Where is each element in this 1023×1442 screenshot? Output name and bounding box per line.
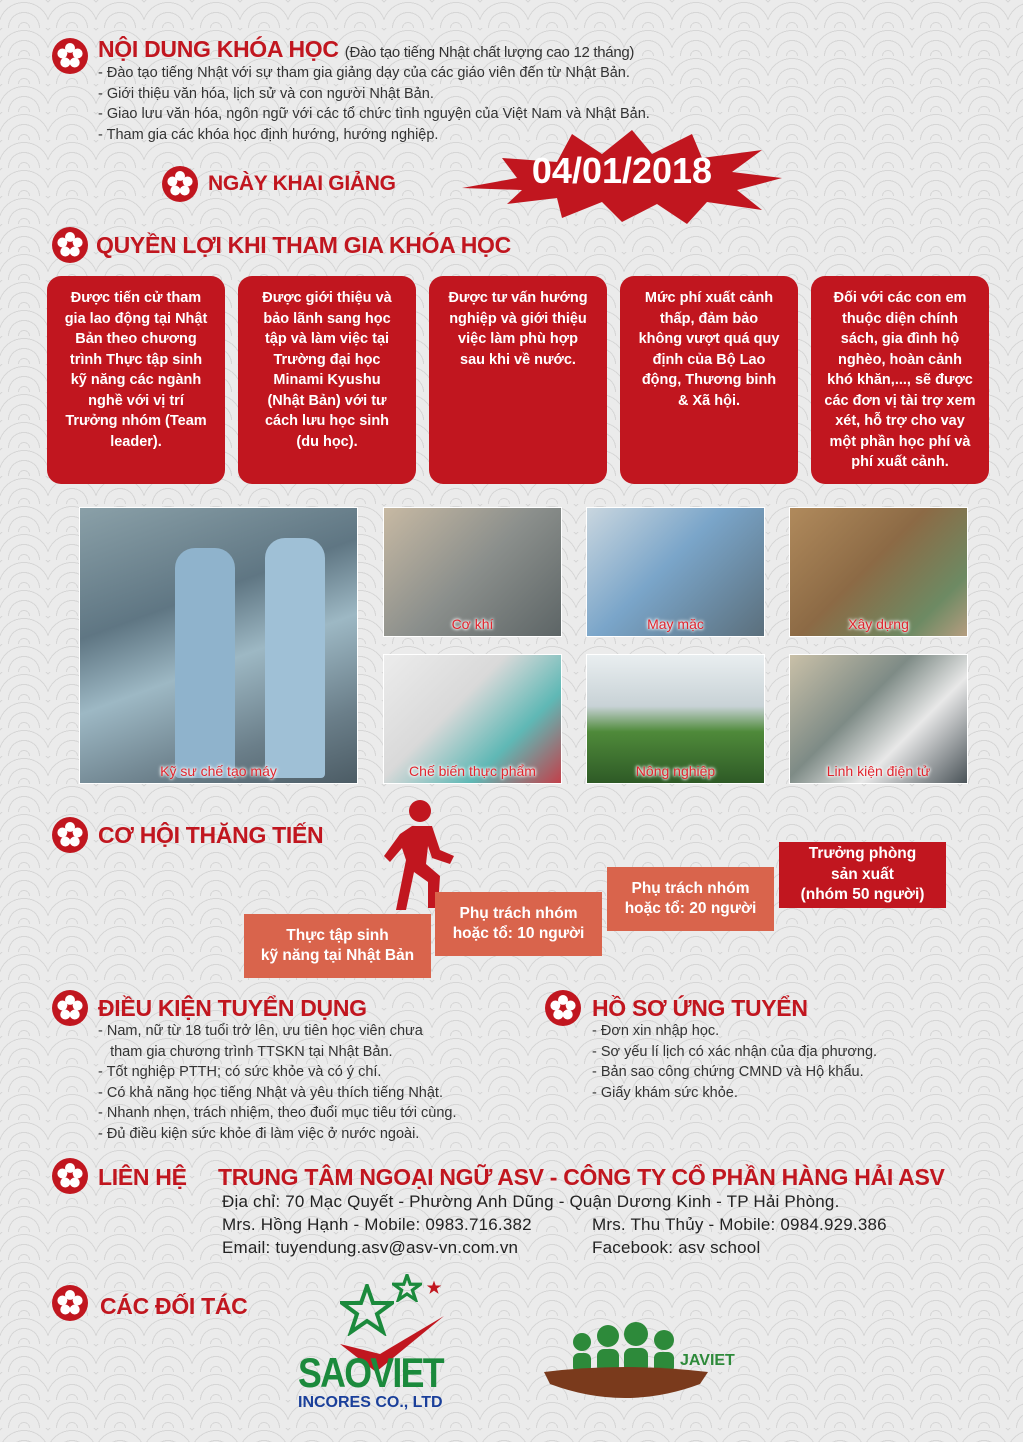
list-item: tham gia chương trình TTSKN tại Nhật Bản. [98,1043,393,1060]
requirements-title: ĐIỀU KIỆN TUYỂN DỤNG [98,995,367,1021]
benefit-card: Được tiến cử tham gia lao động tại Nhật Bản theo chương trình Thực tập sinh kỹ năng các ngành nghề với vị trí Trưởng nhóm (Team leader). [47,276,225,484]
star-icon [392,1274,422,1302]
photo-construction [789,507,968,637]
photo-caption: Xây dựng [848,616,909,632]
opening-date: 04/01/2018 [531,150,713,191]
saoviet-logo [296,1270,466,1420]
flower-icon [52,990,88,1026]
photo-agriculture [586,654,765,784]
contact-facebook[interactable]: Facebook: asv school [592,1238,761,1257]
flower-icon [52,227,88,263]
list-item: - Có khả năng học tiếng Nhật và yêu thích tiếng Nhật. [98,1084,443,1101]
photo-food-processing [383,654,562,784]
flower-icon [52,1158,88,1194]
benefit-card: Được giới thiệu và bảo lãnh sang học tập và làm việc tại Trường đại học Minami Kyushu (Nhật Bản) với tư cách lưu học sinh (du học). [238,276,416,484]
list-item: - Sơ yếu lí lịch có xác nhận của địa phương. [592,1043,878,1060]
benefit-card: Đối với các con em thuộc diện chính sách, gia đình hộ nghèo, hoàn cảnh khó khăn,..., sẽ được các đơn vị tài trợ xem xét, hỗ trợ cho vay một phần học phí và phí xuất cảnh. [811,276,989,484]
benefits-title: QUYỀN LỢI KHI THAM GIA KHÓA HỌC [96,232,511,258]
photo-machine-engineer [79,507,358,784]
documents-title: HỒ SƠ ỨNG TUYỂN [592,995,808,1021]
list-item: - Bản sao công chứng CMND và Hộ khẩu. [592,1064,864,1080]
contact-address: Địa chỉ: 70 Mạc Quyết - Phường Anh Dũng - Quận Dương Kinh - TP Hải Phòng. [222,1192,840,1211]
list-item: - Giới thiệu văn hóa, lịch sử và con người Nhật Bản. [98,85,434,102]
course-subtitle: (Đào tạo tiếng Nhật chất lượng cao 12 tháng) [344,44,635,61]
benefit-card: Được tư vấn hướng nghiệp và giới thiệu việc làm phù hợp sau khi về nước. [429,276,607,484]
flower-icon [52,817,88,853]
benefit-card: Mức phí xuất cảnh thấp, đảm bảo không vượt quá quy định của Bộ Lao động, Thương binh & Xã hội. [620,276,798,484]
career-step-1: Thực tập sinh kỹ năng tại Nhật Bản [244,914,431,978]
photo-caption: May mặc [647,616,704,632]
requirements-list [98,1021,457,1144]
photo-caption: Chế biến thực phẩm [409,763,536,779]
list-item: - Giao lưu văn hóa, ngôn ngữ với các tổ chức tình nguyện của Việt Nam và Nhật Bản. [98,106,650,122]
documents-list [592,1021,877,1103]
photo-caption: Nông nghiệp [635,763,716,779]
saoviet-sub: INCORES CO., LTD [298,1394,443,1411]
career-step-2: Phụ trách nhóm hoặc tổ: 10 người [435,892,602,956]
photo-electronics [789,654,968,784]
course-title-text: NỘI DUNG KHÓA HỌC [98,36,339,62]
course-title [98,36,634,63]
list-item: - Giấy khám sức khỏe. [592,1084,738,1101]
photo-garment [586,507,765,637]
list-item: - Tốt nghiệp PTTH; có sức khỏe và có ý chí. [98,1064,382,1080]
list-item: - Nhanh nhẹn, trách nhiệm, theo đuổi mục tiêu tới cùng. [98,1105,457,1121]
career-step-3: Phụ trách nhóm hoặc tổ: 20 người [607,867,774,931]
partners-title: CÁC ĐỐI TÁC [100,1293,248,1319]
list-item: - Đủ điều kiện sức khỏe đi làm việc ở nước ngoài. [98,1125,420,1142]
contact-org: TRUNG TÂM NGOẠI NGỮ ASV - CÔNG TY CỔ PHẦN HÀNG HẢI ASV [218,1164,945,1190]
saoviet-viet: VIET [370,1349,443,1396]
flower-icon [52,38,88,74]
contact-title: LIÊN HỆ [98,1164,187,1190]
list-item: - Nam, nữ từ 18 tuổi trở lên, ưu tiên học viên chưa [98,1023,423,1039]
saoviet-sao: SAO [298,1349,371,1396]
javiet-logo [540,1322,750,1412]
photo-mechanical [383,507,562,637]
photo-caption: Linh kiện điện tử [826,763,931,779]
career-step-4: Trưởng phòng sản xuất (nhóm 50 người) [779,842,946,908]
star-icon [426,1280,442,1295]
photo-caption: Cơ khí [451,616,494,632]
javiet-text: JAVIET [680,1352,735,1369]
flower-icon [52,1285,88,1321]
contact-email[interactable]: Email: tuyendung.asv@asv-vn.com.vn [222,1238,519,1257]
photo-caption: Kỹ sư chế tạo máy [160,763,277,779]
list-item: - Tham gia các khóa học định hướng, hướng nghiệp. [98,126,439,143]
career-title: CƠ HỘI THĂNG TIẾN [98,822,324,848]
contact-person-1: Mrs. Hồng Hạnh - Mobile: 0983.716.382 [222,1215,532,1234]
contact-person-2: Mrs. Thu Thủy - Mobile: 0984.929.386 [592,1215,887,1234]
flower-icon [162,166,198,202]
opening-label: NGÀY KHAI GIẢNG [208,172,396,195]
flower-icon [545,990,581,1026]
list-item: - Đào tạo tiếng Nhật với sự tham gia giảng dạy của các giáo viên đến từ Nhật Bản. [98,65,630,81]
list-item: - Đơn xin nhập học. [592,1023,720,1039]
